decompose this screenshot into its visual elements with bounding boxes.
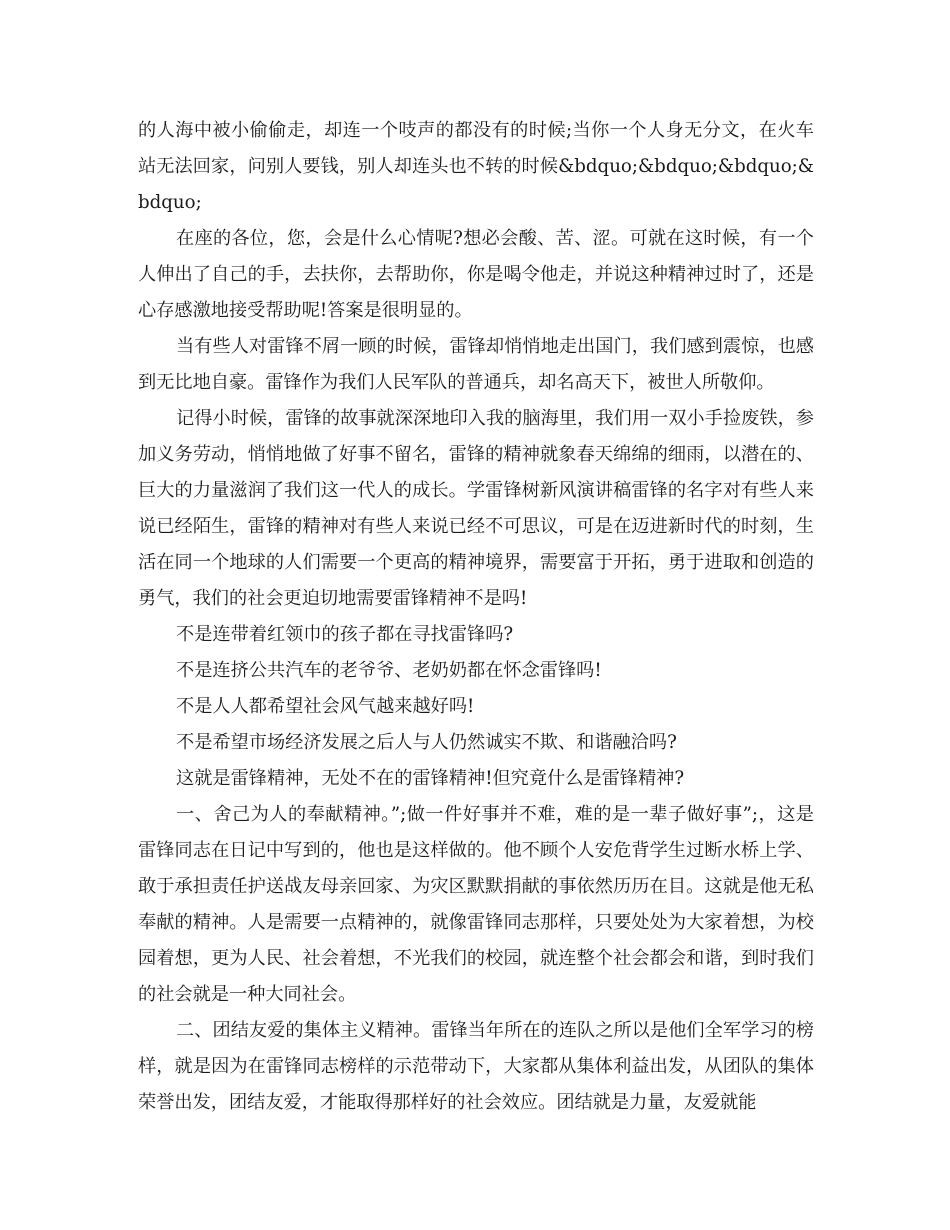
paragraph-6: 不是连挤公共汽车的老爷爷、老奶奶都在怀念雷锋吗! <box>176 660 602 681</box>
paragraph-3: 当有些人对雷锋不屑一顾的时候，雷锋却悄悄地走出国门，我们感到震惊，也感到无比地自豪。雷锋作为我们人民军队的普通兵，却名高天下，被世人所敬仰。 <box>138 336 814 393</box>
paragraph-1: 的人海中被小偷偷走，却连一个吱声的都没有的时候;当你一个人身无分文，在火车站无法回家，问别人要钱，别人却连头也不转的时候&bdquo;&bdquo;&bdquo;&bdquo; <box>138 120 814 213</box>
paragraph-7: 不是人人都希望社会风气越来越好吗! <box>176 696 475 717</box>
paragraph-5: 不是连带着红领巾的孩子都在寻找雷锋吗? <box>176 624 514 645</box>
paragraph-2: 在座的各位，您，会是什么心情呢?想必会酸、苦、涩。可就在这时候，有一个人伸出了自己的手，去扶你，去帮助你，你是喝令他走，并说这种精神过时了，还是心存感激地接受帮助呢!答案是很明显的。 <box>138 228 814 321</box>
document-page <box>138 113 814 1121</box>
paragraph-11: 二、团结友爱的集体主义精神。雷锋当年所在的连队之所以是他们全军学习的榜样，就是因为在雷锋同志榜样的示范带动下，大家都从集体利益出发，从团队的集体荣誉出发，团结友爱，才能取得那样好的社会效应。团结就是力量，友爱就能 <box>138 1020 814 1113</box>
paragraph-8: 不是希望市场经济发展之后人与人仍然诚实不欺、和谐融洽吗? <box>176 732 677 753</box>
paragraph-10: 一、舍己为人的奉献精神。”;做一件好事并不难，难的是一辈子做好事”;，这是雷锋同志在日记中写到的，他也是这样做的。他不顾个人安危背学生过断水桥上学、敢于承担责任护送战友母亲回家、为灾区默默捐献的事依然历历在目。这就是他无私奉献的精神。人是需要一点精神的，就像雷锋同志那样，只要处处为大家着想，为校园着想，更为人民、社会着想，不光我们的校园，就连整个社会都会和谐，到时我们的社会就是一种大同社会。 <box>138 804 814 1005</box>
paragraph-4: 记得小时候，雷锋的故事就深深地印入我的脑海里，我们用一双小手捡废铁，参加义务劳动，悄悄地做了好事不留名，雷锋的精神就象春天绵绵的细雨，以潜在的、巨大的力量滋润了我们这一代人的成长。学雷锋树新风演讲稿雷锋的名字对有些人来说已经陌生，雷锋的精神对有些人来说已经不可思议，可是在迈进新时代的时刻，生活在同一个地球的人们需要一个更高的精神境界，需要富于开拓，勇于进取和创造的勇气，我们的社会更迫切地需要雷锋精神不是吗! <box>138 408 814 609</box>
paragraph-9: 这就是雷锋精神，无处不在的雷锋精神!但究竟什么是雷锋精神? <box>176 768 685 789</box>
